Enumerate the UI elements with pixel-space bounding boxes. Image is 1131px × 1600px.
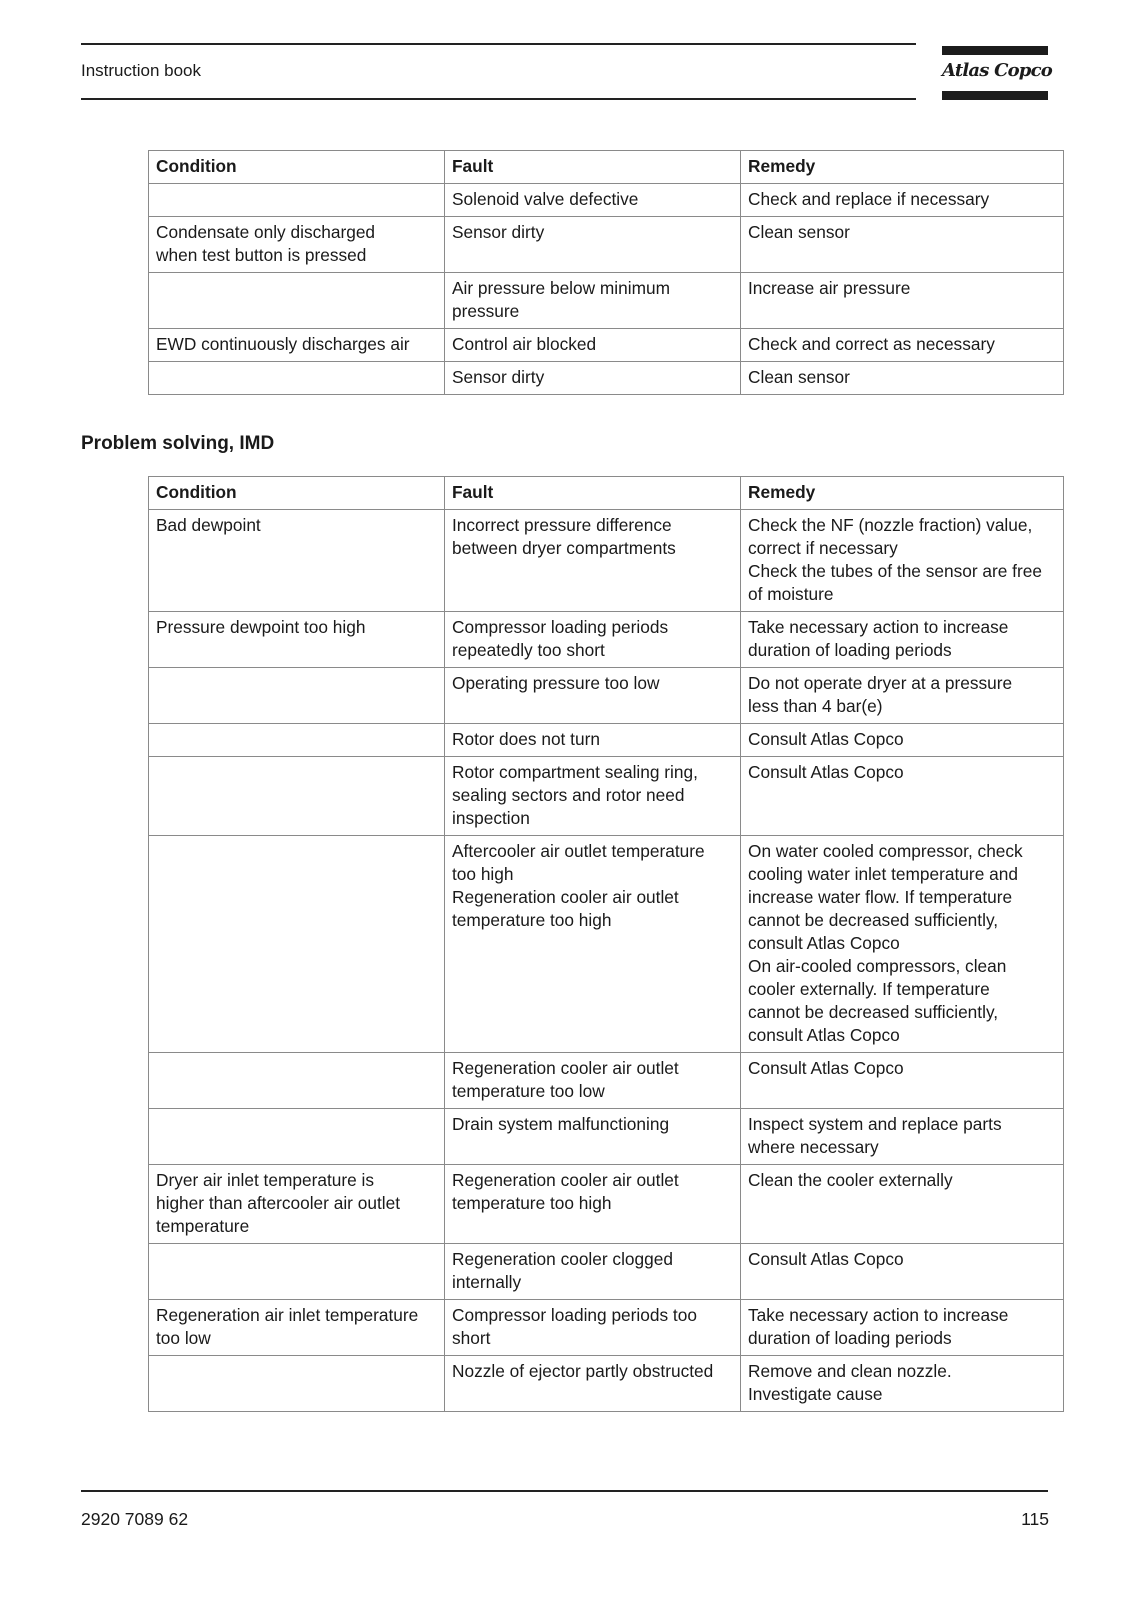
header-rule-top xyxy=(81,43,916,45)
table-row xyxy=(149,217,1064,273)
remedy-text: correct if necessary xyxy=(748,538,898,558)
fault-cell xyxy=(445,1244,741,1300)
remedy-cell xyxy=(741,612,1064,668)
remedy-text: Consult Atlas Copco xyxy=(748,1058,904,1078)
remedy-text: Check and correct as necessary xyxy=(748,334,995,354)
table-row xyxy=(149,329,1064,362)
column-header-fault: Fault xyxy=(445,477,741,510)
remedy-cell xyxy=(741,217,1064,273)
remedy-cell xyxy=(741,836,1064,1053)
remedy-text: increase water flow. If temperature xyxy=(748,887,1013,907)
table-header-row xyxy=(149,477,1064,510)
fault-cell xyxy=(445,668,741,724)
condition-text: too low xyxy=(156,1328,211,1348)
condition-cell xyxy=(149,1356,445,1412)
condition-cell xyxy=(149,836,445,1053)
remedy-cell xyxy=(741,329,1064,362)
fault-text: Sensor dirty xyxy=(452,222,545,242)
remedy-cell xyxy=(741,273,1064,329)
table-row xyxy=(149,510,1064,612)
fault-cell xyxy=(445,1165,741,1244)
table-body xyxy=(149,510,1064,1412)
table-row xyxy=(149,724,1064,757)
table-body xyxy=(149,184,1064,395)
remedy-text: Check the tubes of the sensor are free xyxy=(748,561,1042,581)
condition-cell xyxy=(149,1165,445,1244)
fault-cell xyxy=(445,757,741,836)
fault-cell xyxy=(445,1053,741,1109)
table-row xyxy=(149,1053,1064,1109)
remedy-text: less than 4 bar(e) xyxy=(748,696,883,716)
table-row xyxy=(149,757,1064,836)
atlas-copco-logo xyxy=(942,46,1052,100)
table-row xyxy=(149,612,1064,668)
fault-cell xyxy=(445,1109,741,1165)
column-header-remedy: Remedy xyxy=(741,477,1064,510)
condition-cell xyxy=(149,273,445,329)
table-row xyxy=(149,1356,1064,1412)
page-number: 115 xyxy=(1021,1509,1049,1529)
fault-cell xyxy=(445,217,741,273)
condition-text: Regeneration air inlet temperature xyxy=(156,1305,419,1325)
remedy-text: Check and replace if necessary xyxy=(748,189,990,209)
fault-text: Drain system malfunctioning xyxy=(452,1114,670,1134)
remedy-text: On water cooled compressor, check xyxy=(748,841,1023,861)
table-row xyxy=(149,273,1064,329)
troubleshooting-table-imd xyxy=(148,476,1064,1412)
logo-bar-bottom xyxy=(942,91,1048,100)
footer-rule xyxy=(81,1490,1048,1492)
fault-text: Regeneration cooler air outlet xyxy=(452,1058,679,1078)
fault-text: between dryer compartments xyxy=(452,538,676,558)
fault-text: short xyxy=(452,1328,491,1348)
fault-text: Solenoid valve defective xyxy=(452,189,639,209)
fault-text: Regeneration cooler air outlet xyxy=(452,1170,679,1190)
remedy-text: Check the NF (nozzle fraction) value, xyxy=(748,515,1033,535)
condition-cell xyxy=(149,612,445,668)
fault-text: Nozzle of ejector partly obstructed xyxy=(452,1361,714,1381)
remedy-text: consult Atlas Copco xyxy=(748,1025,900,1045)
remedy-cell xyxy=(741,1300,1064,1356)
condition-cell xyxy=(149,1109,445,1165)
document-title: Instruction book xyxy=(81,61,202,80)
fault-text: inspection xyxy=(452,808,530,828)
remedy-text: Consult Atlas Copco xyxy=(748,1249,904,1269)
logo-wordmark: Atlas Copco xyxy=(942,60,1052,81)
table-row xyxy=(149,1109,1064,1165)
fault-cell xyxy=(445,724,741,757)
logo-bar-top xyxy=(942,46,1048,55)
remedy-text: cannot be decreased sufficiently, xyxy=(748,910,999,930)
condition-cell xyxy=(149,329,445,362)
remedy-cell xyxy=(741,1244,1064,1300)
fault-text: Regeneration cooler air outlet xyxy=(452,887,679,907)
remedy-text: Consult Atlas Copco xyxy=(748,729,904,749)
fault-text: temperature too high xyxy=(452,1193,612,1213)
fault-cell xyxy=(445,836,741,1053)
fault-cell xyxy=(445,329,741,362)
remedy-cell xyxy=(741,184,1064,217)
troubleshooting-table-ewd xyxy=(148,150,1064,395)
fault-text: repeatedly too short xyxy=(452,640,605,660)
remedy-text: Consult Atlas Copco xyxy=(748,762,904,782)
remedy-cell xyxy=(741,1109,1064,1165)
remedy-text: Do not operate dryer at a pressure xyxy=(748,673,1013,693)
remedy-text: Take necessary action to increase xyxy=(748,617,1009,637)
condition-text: Bad dewpoint xyxy=(156,515,261,535)
fault-cell xyxy=(445,612,741,668)
remedy-cell xyxy=(741,668,1064,724)
fault-text: pressure xyxy=(452,301,520,321)
fault-text: Sensor dirty xyxy=(452,367,545,387)
remedy-text: Take necessary action to increase xyxy=(748,1305,1009,1325)
remedy-text: of moisture xyxy=(748,584,834,604)
fault-text: Control air blocked xyxy=(452,334,597,354)
condition-cell xyxy=(149,510,445,612)
table-row xyxy=(149,1244,1064,1300)
column-header-remedy: Remedy xyxy=(741,151,1064,184)
condition-cell xyxy=(149,217,445,273)
fault-cell xyxy=(445,510,741,612)
table-row xyxy=(149,362,1064,395)
column-header-condition: Condition xyxy=(149,477,445,510)
remedy-text: cooler externally. If temperature xyxy=(748,979,990,999)
document-number: 2920 7089 62 xyxy=(81,1509,189,1529)
condition-cell xyxy=(149,757,445,836)
fault-cell xyxy=(445,362,741,395)
condition-text: EWD continuously discharges air xyxy=(156,334,410,354)
fault-text: internally xyxy=(452,1272,522,1292)
fault-text: too high xyxy=(452,864,514,884)
remedy-cell xyxy=(741,1165,1064,1244)
column-header-fault: Fault xyxy=(445,151,741,184)
condition-cell xyxy=(149,1053,445,1109)
table-row xyxy=(149,1165,1064,1244)
remedy-text: Clean sensor xyxy=(748,222,850,242)
fault-text: Regeneration cooler clogged xyxy=(452,1249,673,1269)
fault-text: Rotor compartment sealing ring, xyxy=(452,762,698,782)
fault-text: Air pressure below minimum xyxy=(452,278,670,298)
table-row xyxy=(149,836,1064,1053)
condition-text: when test button is pressed xyxy=(156,245,367,265)
condition-cell xyxy=(149,1244,445,1300)
fault-text: temperature too high xyxy=(452,910,612,930)
fault-text: Operating pressure too low xyxy=(452,673,660,693)
table-header-row xyxy=(149,151,1064,184)
condition-cell xyxy=(149,362,445,395)
fault-text: Rotor does not turn xyxy=(452,729,600,749)
remedy-text: Remove and clean nozzle. xyxy=(748,1361,952,1381)
remedy-text: Increase air pressure xyxy=(748,278,911,298)
fault-cell xyxy=(445,184,741,217)
condition-cell xyxy=(149,668,445,724)
remedy-text: where necessary xyxy=(748,1137,879,1157)
condition-cell xyxy=(149,1300,445,1356)
condition-text: Pressure dewpoint too high xyxy=(156,617,366,637)
remedy-cell xyxy=(741,1053,1064,1109)
condition-cell xyxy=(149,724,445,757)
table-row xyxy=(149,184,1064,217)
fault-cell xyxy=(445,1300,741,1356)
fault-text: temperature too low xyxy=(452,1081,605,1101)
remedy-text: Inspect system and replace parts xyxy=(748,1114,1002,1134)
condition-text: Dryer air inlet temperature is xyxy=(156,1170,375,1190)
column-header-condition: Condition xyxy=(149,151,445,184)
remedy-text: duration of loading periods xyxy=(748,1328,952,1348)
remedy-text: On air-cooled compressors, clean xyxy=(748,956,1007,976)
remedy-cell xyxy=(741,510,1064,612)
condition-text: temperature xyxy=(156,1216,250,1236)
fault-cell xyxy=(445,1356,741,1412)
remedy-text: cooling water inlet temperature and xyxy=(748,864,1018,884)
remedy-cell xyxy=(741,757,1064,836)
condition-text: Condensate only discharged xyxy=(156,222,376,242)
remedy-text: Investigate cause xyxy=(748,1384,883,1404)
fault-text: Compressor loading periods too xyxy=(452,1305,697,1325)
condition-cell xyxy=(149,184,445,217)
fault-text: Incorrect pressure difference xyxy=(452,515,672,535)
remedy-cell xyxy=(741,724,1064,757)
section-heading: Problem solving, IMD xyxy=(81,433,275,454)
remedy-text: cannot be decreased sufficiently, xyxy=(748,1002,999,1022)
fault-cell xyxy=(445,273,741,329)
remedy-text: Clean sensor xyxy=(748,367,850,387)
remedy-text: consult Atlas Copco xyxy=(748,933,900,953)
remedy-cell xyxy=(741,362,1064,395)
fault-text: Compressor loading periods xyxy=(452,617,669,637)
table-row xyxy=(149,1300,1064,1356)
fault-text: sealing sectors and rotor need xyxy=(452,785,685,805)
condition-text: higher than aftercooler air outlet xyxy=(156,1193,401,1213)
header-rule-bottom xyxy=(81,98,916,100)
table-row xyxy=(149,668,1064,724)
remedy-text: Clean the cooler externally xyxy=(748,1170,953,1190)
remedy-cell xyxy=(741,1356,1064,1412)
remedy-text: duration of loading periods xyxy=(748,640,952,660)
fault-text: Aftercooler air outlet temperature xyxy=(452,841,705,861)
